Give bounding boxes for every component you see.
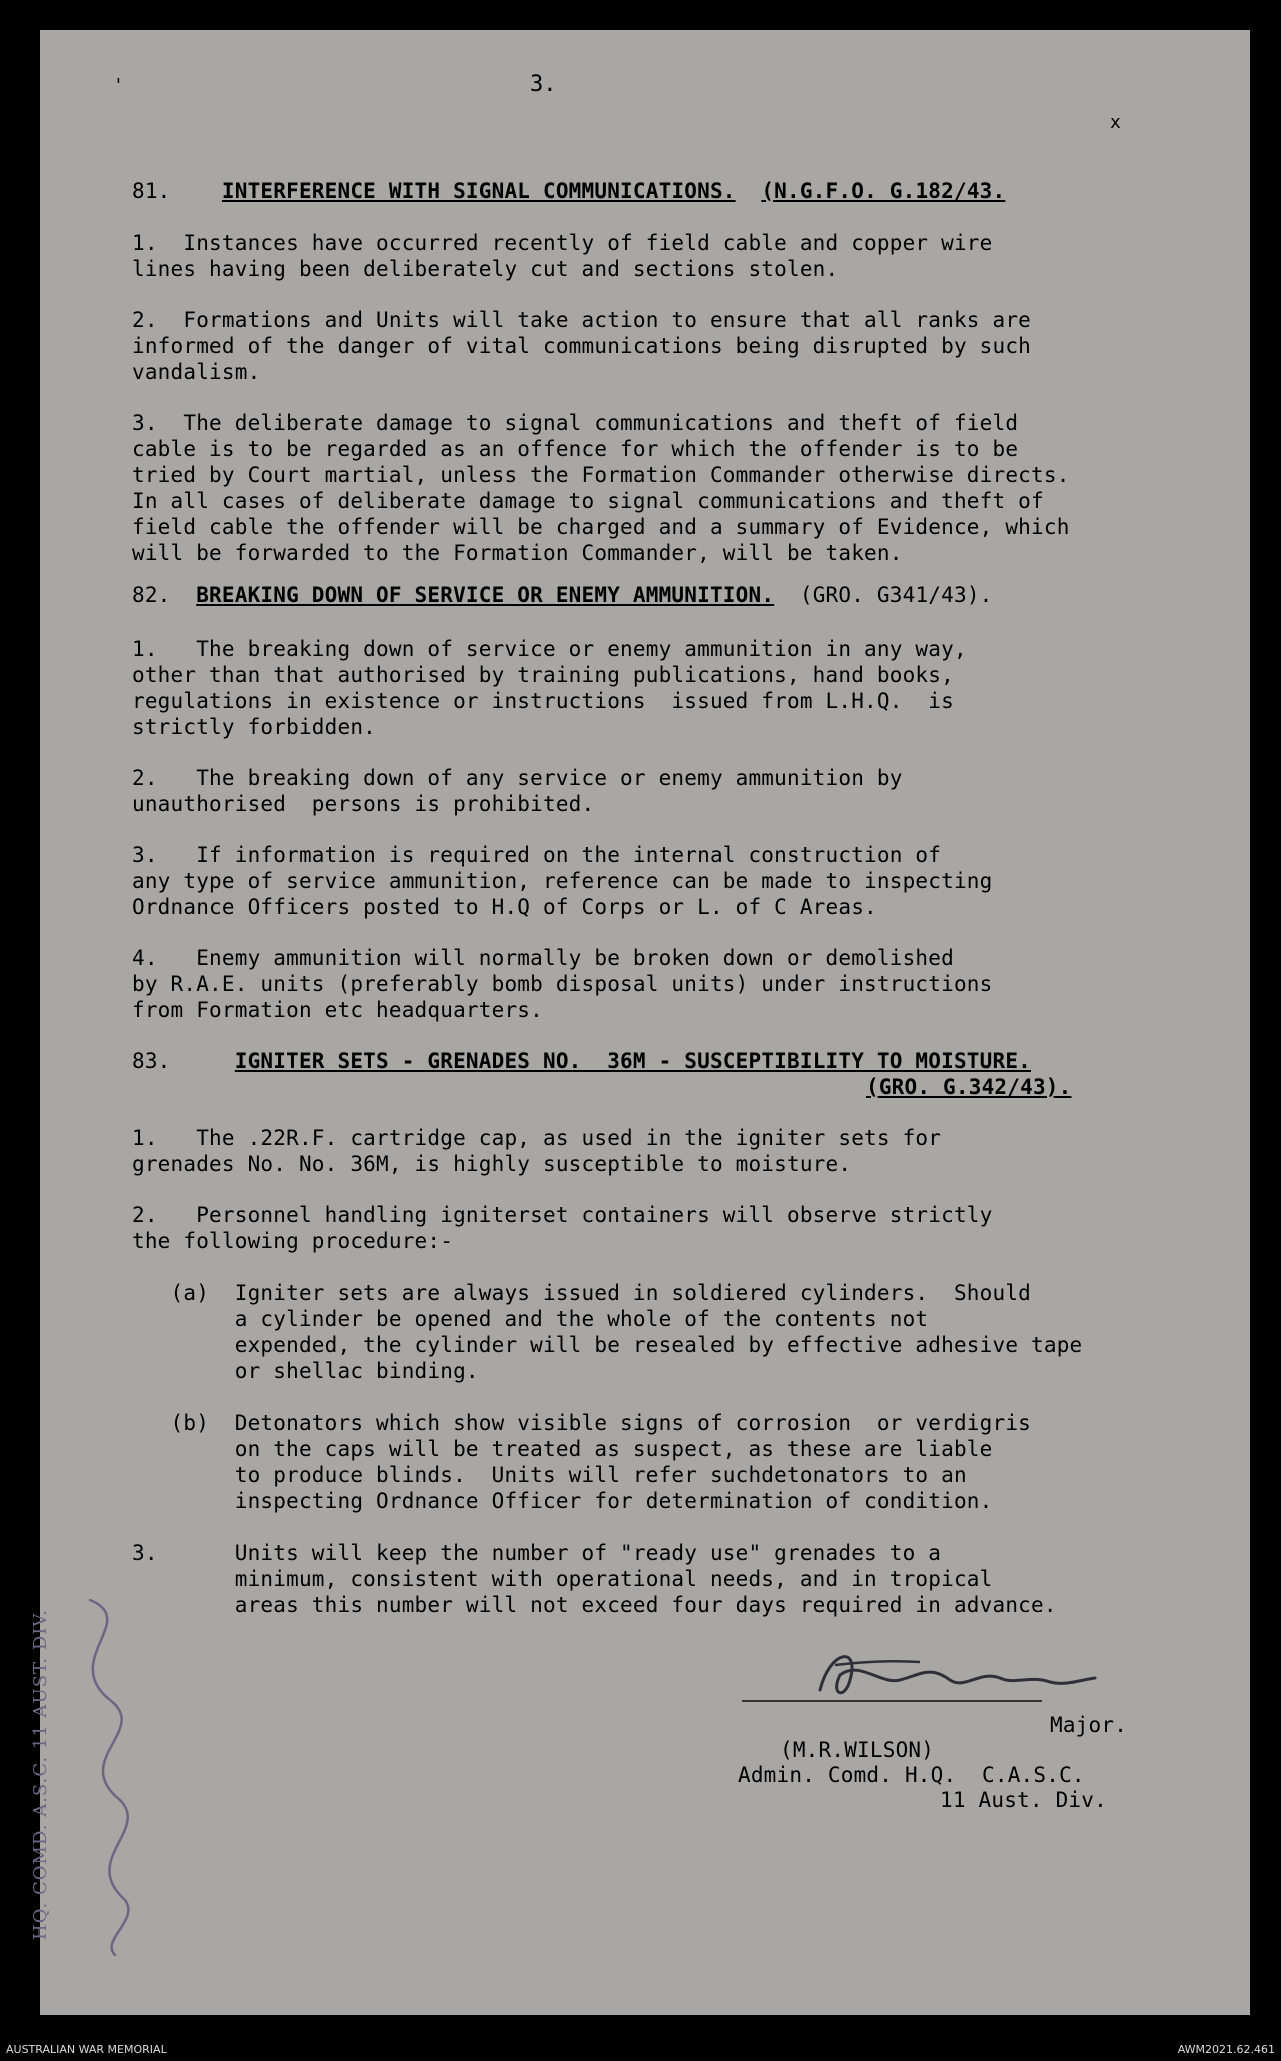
section-reference: (GRO. G341/43). <box>799 583 993 607</box>
paragraph: 2. Formations and Units will take action to ensure that all ranks are informed of the danger of vital communications being disrupted by such vandalism. <box>132 308 1032 384</box>
paragraph: 2. Personnel handling igniterset containers will observe strictly the following procedure:- <box>132 1203 993 1253</box>
signatory-appointment: Admin. Comd. H.Q. C.A.S.C. <box>738 1763 1085 1787</box>
signatory-name: (M.R.WILSON) <box>780 1738 935 1762</box>
section-heading <box>132 178 1005 204</box>
section-heading <box>132 1048 1031 1074</box>
margin-mark: ' <box>113 75 124 96</box>
paragraph: 3. If information is required on the internal construction of any type of service ammunition, reference can be made to inspecting Ordnance Officers posted to H.Q of Corps or L. of C Areas. <box>132 843 993 919</box>
paragraph: 1. Instances have occurred recently of field cable and copper wire lines having been deliberately cut and sections stolen. <box>132 231 993 281</box>
signatory-rank: Major. <box>1050 1713 1128 1737</box>
section-title: INTERFERENCE WITH SIGNAL COMMUNICATIONS. <box>221 179 736 203</box>
stamp-signature <box>30 1580 150 1960</box>
paragraph: 1. The .22R.F. cartridge cap, as used in the igniter sets for grenades No. No. 36M, is highly susceptible to moisture. <box>132 1126 942 1176</box>
sub-paragraph: (a) Igniter sets are always issued in soldiered cylinders. Should a cylinder be opened and the whole of the contents not expended, the cylinder will be resealed by effective adhesive tape or shellac binding. <box>170 1281 1083 1383</box>
section-number: 81. <box>132 179 171 203</box>
sub-paragraph: (b) Detonators which show visible signs of corrosion or verdigris on the caps will be treated as suspect, as these are liable to produce blinds. Units will refer suchdetonators to an inspecting Ordnance Officer for determination of condition. <box>170 1411 1032 1513</box>
page-number: 3. <box>530 72 557 97</box>
section-reference: (N.G.F.O. G.182/43. <box>761 179 1006 203</box>
section-number: 82. <box>132 583 171 607</box>
section-number: 83. <box>132 1049 171 1073</box>
section-title: IGNITER SETS - GRENADES NO. 36M - SUSCEPTIBILITY TO MOISTURE. <box>234 1049 1032 1073</box>
section-heading <box>132 582 993 608</box>
section-title: BREAKING DOWN OF SERVICE OR ENEMY AMMUNITION. <box>196 583 775 607</box>
footer-source: AUSTRALIAN WAR MEMORIAL <box>6 2043 167 2056</box>
signature-line <box>742 1700 1042 1702</box>
unit-stamp: HQ. COMD. A.S.C. 11 AUST. DIV. <box>30 1609 51 1940</box>
footer-reference: AWM2021.62.461 <box>1177 2043 1275 2056</box>
paragraph: 1. The breaking down of service or enemy ammunition in any way, other than that authorised by training publications, hand books, regulations in existence or instructions issued from L.H.Q. is strictly forbidden. <box>132 637 967 739</box>
signatory-unit: 11 Aust. Div. <box>940 1788 1107 1812</box>
handwritten-signature <box>790 1640 1110 1720</box>
section-reference: (GRO. G.342/43). <box>866 1075 1072 1099</box>
paragraph: 3. The deliberate damage to signal communications and theft of field cable is to be regarded as an offence for which the offender is to be tried by Court martial, unless the Formation Commander otherwise directs. In all cases of deliberate damage to signal communications and theft of field cable the offender will be charged and a summary of Evidence, which will be forwarded to the Formation Commander, will be taken. <box>132 411 1070 565</box>
paragraph: 4. Enemy ammunition will normally be broken down or demolished by R.A.E. units (preferably bomb disposal units) under instructions from Formation etc headquarters. <box>132 946 993 1022</box>
margin-mark: x <box>1110 112 1121 133</box>
paragraph: 3. Units will keep the number of "ready use" grenades to a minimum, consistent with operational needs, and in tropical areas this number will not exceed four days required in advance. <box>132 1541 1057 1617</box>
paragraph: 2. The breaking down of any service or enemy ammunition by unauthorised persons is prohibited. <box>132 766 903 816</box>
